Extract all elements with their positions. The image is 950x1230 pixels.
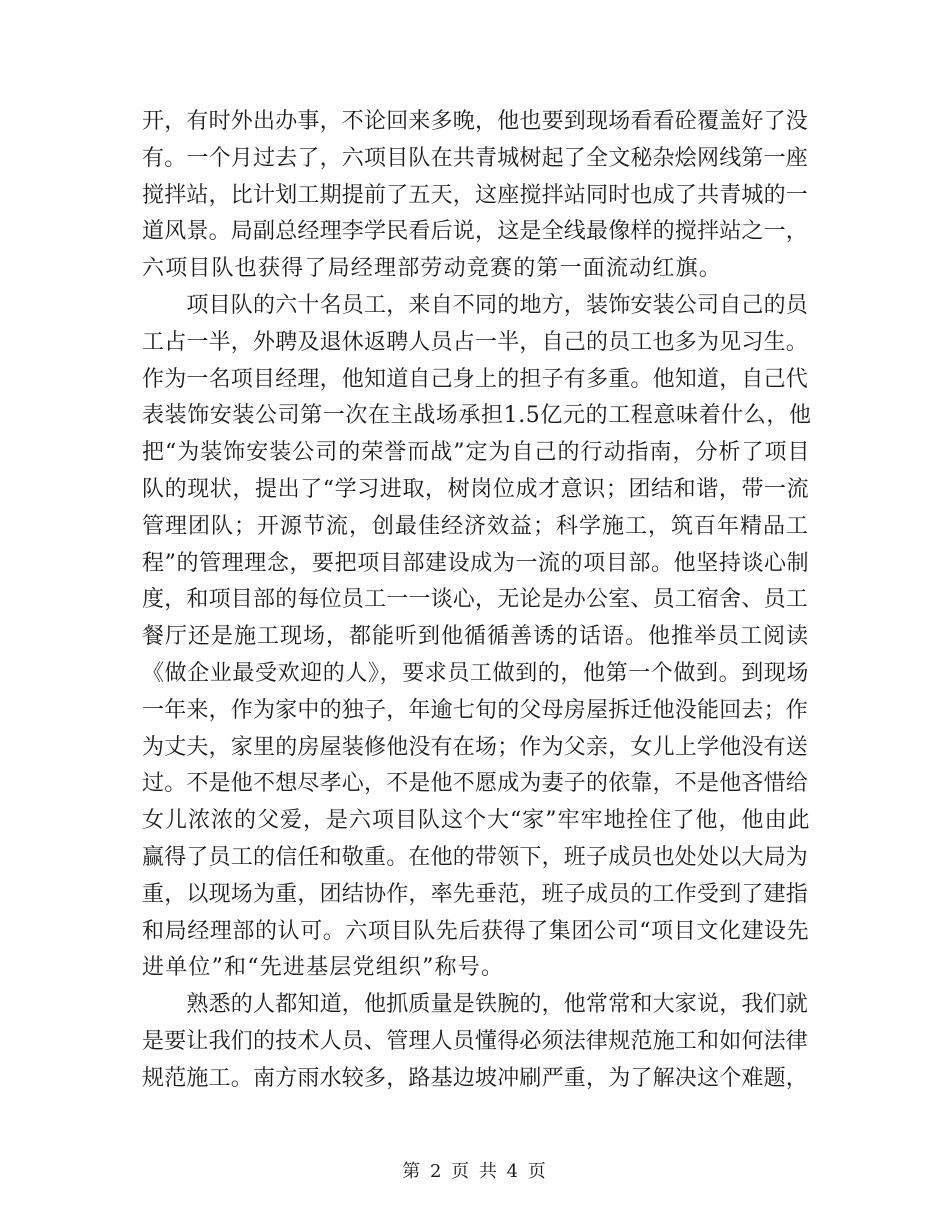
text-line: 管理团队；开源节流，创最佳经济效益；科学施工，筑百年精品工: [142, 513, 810, 539]
text-line: 是要让我们的技术人员、管理人员懂得必须法律规范施工和如何法律: [142, 1028, 809, 1054]
text-line: 把“为装饰安装公司的荣誉而战”定为自己的行动指南，分析了项目: [142, 440, 811, 466]
text-line: 队的现状，提出了“学习进取，树岗位成才意识；团结和谐，带一流: [142, 476, 810, 502]
text-line: 熟悉的人都知道，他抓质量是铁腕的，他常常和大家说，我们就: [142, 992, 809, 1018]
text-line: 表装饰安装公司第一次在主战场承担1.5亿元的工程意味着什么，他: [142, 403, 812, 429]
text-line: 为丈夫，家里的房屋装修他没有在场；作为父亲，女儿上学他没有送: [142, 734, 809, 760]
text-line: 有。一个月过去了，六项目队在共青城树起了全文秘杂烩网线第一座: [142, 145, 809, 171]
text-line: 餐厅还是施工现场，都能听到他循循善诱的话语。他推举员工阅读: [142, 624, 810, 650]
text-line: 赢得了员工的信任和敬重。在他的带领下，班子成员也处处以大局为: [142, 844, 809, 870]
text-line: 女儿浓浓的父爱，是六项目队这个大“家”牢牢地拴住了他，他由此: [142, 808, 811, 834]
text-line: 一年来，作为家中的独子，年逾七旬的父母房屋拆迁他没能回去；作: [142, 697, 809, 723]
text-line: 规范施工。南方雨水较多，路基边坡冲刷严重，为了解决这个难题，: [142, 1065, 809, 1091]
text-line: 和局经理部的认可。六项目队先后获得了集团公司“项目文化建设先: [142, 918, 810, 944]
text-line: 开，有时外出办事，不论回来多晚，他也要到现场看看砼覆盖好了没: [142, 109, 809, 134]
page-footer: 第 2 页 共 4 页: [402, 1161, 548, 1182]
text-line: 《做企业最受欢迎的人》，要求员工做到的，他第一个做到。到现场: [142, 660, 810, 686]
document-body: [142, 104, 812, 1098]
text-line: 作为一名项目经理，他知道自己身上的担子有多重。他知道，自己代: [142, 366, 809, 392]
text-line: 程”的管理理念，要把项目部建设成为一流的项目部。他坚持谈心制: [142, 550, 810, 576]
text-line: 六项目队也获得了局经理部劳动竞赛的第一面流动红旗。: [142, 256, 723, 282]
text-line: 过。不是他不想尽孝心，不是他不愿成为妻子的依靠，不是他吝惜给: [142, 771, 809, 797]
text-line: 搅拌站，比计划工期提前了五天，这座搅拌站同时也成了共青城的一: [142, 182, 809, 208]
text-line: 重，以现场为重，团结协作，率先垂范，班子成员的工作受到了建指: [142, 881, 809, 907]
text-line: 项目队的六十名员工，来自不同的地方，装饰安装公司自己的员: [142, 292, 809, 318]
text-line: 道风景。局副总经理李学民看后说，这是全线最像样的搅拌站之一，: [142, 219, 809, 245]
text-line: 进单位”和“先进基层党组织”称号。: [142, 955, 505, 981]
text-line: 度，和项目部的每位员工一一谈心，无论是办公室、员工宿舍、员工: [142, 587, 809, 613]
text-line: 工占一半，外聘及退休返聘人员占一半，自己的员工也多为见习生。: [142, 329, 809, 355]
